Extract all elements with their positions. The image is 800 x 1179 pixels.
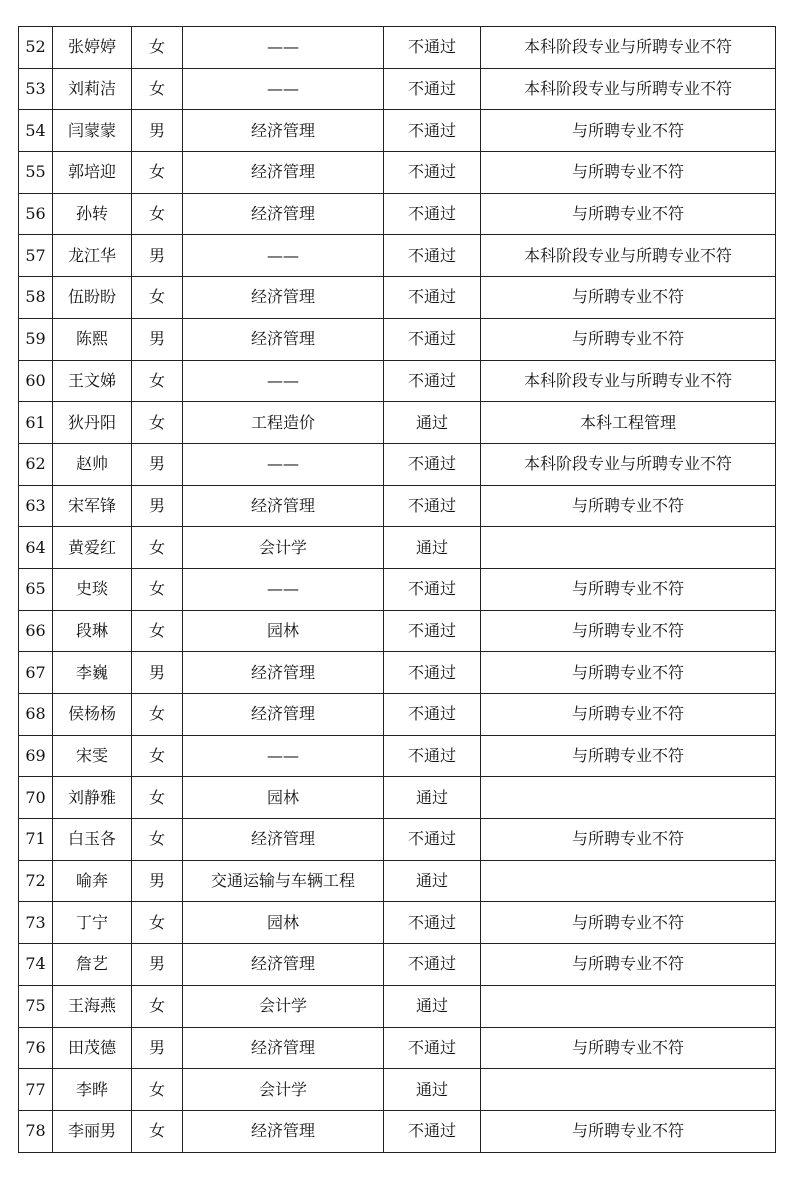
gender-cell: 女 bbox=[132, 27, 183, 69]
candidate-name-cell: 白玉各 bbox=[53, 819, 132, 861]
candidate-name-cell: 詹艺 bbox=[53, 944, 132, 986]
candidate-name-cell: 赵帅 bbox=[53, 443, 132, 485]
review-result-cell: 通过 bbox=[384, 1069, 481, 1111]
table-row bbox=[19, 152, 776, 194]
row-number-cell: 55 bbox=[19, 152, 53, 194]
candidate-name-cell: 宋雯 bbox=[53, 735, 132, 777]
candidate-name-cell: 伍盼盼 bbox=[53, 277, 132, 319]
gender-cell: 男 bbox=[132, 485, 183, 527]
gender-cell: 男 bbox=[132, 944, 183, 986]
major-cell: 经济管理 bbox=[183, 652, 384, 694]
gender-cell: 女 bbox=[132, 985, 183, 1027]
gender-cell: 女 bbox=[132, 152, 183, 194]
review-result-cell: 通过 bbox=[384, 860, 481, 902]
gender-cell: 女 bbox=[132, 1069, 183, 1111]
row-number-cell: 73 bbox=[19, 902, 53, 944]
gender-cell: 男 bbox=[132, 443, 183, 485]
major-cell: —— bbox=[183, 360, 384, 402]
major-cell: —— bbox=[183, 735, 384, 777]
major-cell: 经济管理 bbox=[183, 694, 384, 736]
candidate-name-cell: 刘静雅 bbox=[53, 777, 132, 819]
candidate-name-cell: 丁宁 bbox=[53, 902, 132, 944]
remark-cell: 与所聘专业不符 bbox=[481, 152, 776, 194]
major-cell: 经济管理 bbox=[183, 277, 384, 319]
row-number-cell: 59 bbox=[19, 318, 53, 360]
table-row bbox=[19, 1027, 776, 1069]
candidate-name-cell: 侯杨杨 bbox=[53, 694, 132, 736]
gender-cell: 女 bbox=[132, 819, 183, 861]
review-result-cell: 通过 bbox=[384, 527, 481, 569]
row-number-cell: 68 bbox=[19, 694, 53, 736]
major-cell: 园林 bbox=[183, 777, 384, 819]
table-row bbox=[19, 277, 776, 319]
table-row bbox=[19, 235, 776, 277]
remark-cell: 与所聘专业不符 bbox=[481, 318, 776, 360]
candidate-name-cell: 王海燕 bbox=[53, 985, 132, 1027]
table-row bbox=[19, 652, 776, 694]
row-number-cell: 56 bbox=[19, 193, 53, 235]
review-result-cell: 不通过 bbox=[384, 277, 481, 319]
candidate-name-cell: 李巍 bbox=[53, 652, 132, 694]
major-cell: —— bbox=[183, 443, 384, 485]
gender-cell: 男 bbox=[132, 318, 183, 360]
candidate-name-cell: 史琰 bbox=[53, 568, 132, 610]
review-result-cell: 不通过 bbox=[384, 360, 481, 402]
candidate-name-cell: 陈熙 bbox=[53, 318, 132, 360]
review-result-cell: 不通过 bbox=[384, 652, 481, 694]
table-row bbox=[19, 27, 776, 69]
row-number-cell: 67 bbox=[19, 652, 53, 694]
gender-cell: 女 bbox=[132, 193, 183, 235]
candidate-name-cell: 黄爱红 bbox=[53, 527, 132, 569]
candidate-name-cell: 孙转 bbox=[53, 193, 132, 235]
row-number-cell: 77 bbox=[19, 1069, 53, 1111]
remark-cell: 与所聘专业不符 bbox=[481, 1027, 776, 1069]
remark-cell: 本科阶段专业与所聘专业不符 bbox=[481, 443, 776, 485]
row-number-cell: 53 bbox=[19, 68, 53, 110]
table-row bbox=[19, 902, 776, 944]
major-cell: 经济管理 bbox=[183, 944, 384, 986]
row-number-cell: 71 bbox=[19, 819, 53, 861]
table-row bbox=[19, 527, 776, 569]
major-cell: 经济管理 bbox=[183, 485, 384, 527]
candidate-name-cell: 王文娣 bbox=[53, 360, 132, 402]
remark-cell: 与所聘专业不符 bbox=[481, 568, 776, 610]
table-row bbox=[19, 193, 776, 235]
review-result-cell: 不通过 bbox=[384, 568, 481, 610]
row-number-cell: 64 bbox=[19, 527, 53, 569]
remark-cell: 本科阶段专业与所聘专业不符 bbox=[481, 235, 776, 277]
major-cell: 交通运输与车辆工程 bbox=[183, 860, 384, 902]
remark-cell: 与所聘专业不符 bbox=[481, 610, 776, 652]
gender-cell: 女 bbox=[132, 527, 183, 569]
major-cell: 会计学 bbox=[183, 1069, 384, 1111]
table-row bbox=[19, 735, 776, 777]
major-cell: 会计学 bbox=[183, 985, 384, 1027]
remark-cell: 本科阶段专业与所聘专业不符 bbox=[481, 360, 776, 402]
major-cell: 园林 bbox=[183, 610, 384, 652]
candidate-name-cell: 张婷婷 bbox=[53, 27, 132, 69]
gender-cell: 女 bbox=[132, 68, 183, 110]
row-number-cell: 70 bbox=[19, 777, 53, 819]
gender-cell: 男 bbox=[132, 235, 183, 277]
gender-cell: 女 bbox=[132, 610, 183, 652]
major-cell: 经济管理 bbox=[183, 1027, 384, 1069]
candidate-name-cell: 闫蒙蒙 bbox=[53, 110, 132, 152]
gender-cell: 男 bbox=[132, 652, 183, 694]
row-number-cell: 63 bbox=[19, 485, 53, 527]
major-cell: 经济管理 bbox=[183, 193, 384, 235]
remark-cell: 本科阶段专业与所聘专业不符 bbox=[481, 27, 776, 69]
review-result-cell: 通过 bbox=[384, 402, 481, 444]
review-result-cell: 通过 bbox=[384, 985, 481, 1027]
row-number-cell: 76 bbox=[19, 1027, 53, 1069]
review-result-cell: 不通过 bbox=[384, 944, 481, 986]
candidate-name-cell: 宋军锋 bbox=[53, 485, 132, 527]
table-row bbox=[19, 485, 776, 527]
gender-cell: 女 bbox=[132, 694, 183, 736]
gender-cell: 男 bbox=[132, 1027, 183, 1069]
row-number-cell: 78 bbox=[19, 1110, 53, 1152]
gender-cell: 女 bbox=[132, 360, 183, 402]
table-row bbox=[19, 443, 776, 485]
major-cell: —— bbox=[183, 68, 384, 110]
major-cell: 经济管理 bbox=[183, 110, 384, 152]
table-row bbox=[19, 694, 776, 736]
review-result-cell: 不通过 bbox=[384, 819, 481, 861]
table-row bbox=[19, 944, 776, 986]
candidate-name-cell: 狄丹阳 bbox=[53, 402, 132, 444]
table-row bbox=[19, 318, 776, 360]
row-number-cell: 69 bbox=[19, 735, 53, 777]
remark-cell bbox=[481, 985, 776, 1027]
review-result-cell: 不通过 bbox=[384, 152, 481, 194]
review-result-cell: 通过 bbox=[384, 777, 481, 819]
gender-cell: 女 bbox=[132, 277, 183, 319]
remark-cell: 与所聘专业不符 bbox=[481, 193, 776, 235]
remark-cell bbox=[481, 860, 776, 902]
candidate-table-body bbox=[19, 27, 776, 1153]
major-cell: 经济管理 bbox=[183, 152, 384, 194]
table-row bbox=[19, 985, 776, 1027]
row-number-cell: 65 bbox=[19, 568, 53, 610]
table-row bbox=[19, 110, 776, 152]
candidate-name-cell: 田茂德 bbox=[53, 1027, 132, 1069]
review-result-cell: 不通过 bbox=[384, 694, 481, 736]
row-number-cell: 74 bbox=[19, 944, 53, 986]
remark-cell: 本科阶段专业与所聘专业不符 bbox=[481, 68, 776, 110]
review-result-cell: 不通过 bbox=[384, 485, 481, 527]
gender-cell: 女 bbox=[132, 902, 183, 944]
candidate-table bbox=[18, 26, 776, 1153]
review-result-cell: 不通过 bbox=[384, 610, 481, 652]
review-result-cell: 不通过 bbox=[384, 27, 481, 69]
row-number-cell: 58 bbox=[19, 277, 53, 319]
gender-cell: 男 bbox=[132, 110, 183, 152]
remark-cell: 与所聘专业不符 bbox=[481, 110, 776, 152]
row-number-cell: 57 bbox=[19, 235, 53, 277]
remark-cell: 与所聘专业不符 bbox=[481, 1110, 776, 1152]
remark-cell: 与所聘专业不符 bbox=[481, 944, 776, 986]
review-result-cell: 不通过 bbox=[384, 235, 481, 277]
review-result-cell: 不通过 bbox=[384, 902, 481, 944]
candidate-name-cell: 段琳 bbox=[53, 610, 132, 652]
review-result-cell: 不通过 bbox=[384, 68, 481, 110]
candidate-name-cell: 李丽男 bbox=[53, 1110, 132, 1152]
major-cell: 工程造价 bbox=[183, 402, 384, 444]
table-row bbox=[19, 360, 776, 402]
gender-cell: 男 bbox=[132, 860, 183, 902]
table-row bbox=[19, 68, 776, 110]
remark-cell: 与所聘专业不符 bbox=[481, 652, 776, 694]
remark-cell: 本科工程管理 bbox=[481, 402, 776, 444]
gender-cell: 女 bbox=[132, 777, 183, 819]
table-row bbox=[19, 568, 776, 610]
table-row bbox=[19, 610, 776, 652]
row-number-cell: 52 bbox=[19, 27, 53, 69]
row-number-cell: 66 bbox=[19, 610, 53, 652]
table-row bbox=[19, 819, 776, 861]
remark-cell bbox=[481, 777, 776, 819]
candidate-name-cell: 刘莉洁 bbox=[53, 68, 132, 110]
candidate-name-cell: 喻奔 bbox=[53, 860, 132, 902]
table-row bbox=[19, 860, 776, 902]
review-result-cell: 不通过 bbox=[384, 443, 481, 485]
candidate-name-cell: 李晔 bbox=[53, 1069, 132, 1111]
table-row bbox=[19, 1110, 776, 1152]
row-number-cell: 75 bbox=[19, 985, 53, 1027]
row-number-cell: 72 bbox=[19, 860, 53, 902]
remark-cell: 与所聘专业不符 bbox=[481, 819, 776, 861]
remark-cell bbox=[481, 1069, 776, 1111]
major-cell: 经济管理 bbox=[183, 1110, 384, 1152]
major-cell: 会计学 bbox=[183, 527, 384, 569]
review-result-cell: 不通过 bbox=[384, 110, 481, 152]
remark-cell: 与所聘专业不符 bbox=[481, 902, 776, 944]
review-result-cell: 不通过 bbox=[384, 735, 481, 777]
gender-cell: 女 bbox=[132, 735, 183, 777]
review-result-cell: 不通过 bbox=[384, 1110, 481, 1152]
major-cell: 园林 bbox=[183, 902, 384, 944]
remark-cell: 与所聘专业不符 bbox=[481, 277, 776, 319]
gender-cell: 女 bbox=[132, 568, 183, 610]
review-result-cell: 不通过 bbox=[384, 1027, 481, 1069]
document-page bbox=[18, 26, 775, 1153]
table-row bbox=[19, 777, 776, 819]
major-cell: 经济管理 bbox=[183, 819, 384, 861]
table-row bbox=[19, 1069, 776, 1111]
remark-cell: 与所聘专业不符 bbox=[481, 735, 776, 777]
row-number-cell: 54 bbox=[19, 110, 53, 152]
gender-cell: 女 bbox=[132, 402, 183, 444]
row-number-cell: 60 bbox=[19, 360, 53, 402]
major-cell: —— bbox=[183, 235, 384, 277]
row-number-cell: 62 bbox=[19, 443, 53, 485]
remark-cell: 与所聘专业不符 bbox=[481, 485, 776, 527]
review-result-cell: 不通过 bbox=[384, 318, 481, 360]
remark-cell bbox=[481, 527, 776, 569]
major-cell: 经济管理 bbox=[183, 318, 384, 360]
remark-cell: 与所聘专业不符 bbox=[481, 694, 776, 736]
gender-cell: 女 bbox=[132, 1110, 183, 1152]
review-result-cell: 不通过 bbox=[384, 193, 481, 235]
major-cell: —— bbox=[183, 568, 384, 610]
table-row bbox=[19, 402, 776, 444]
major-cell: —— bbox=[183, 27, 384, 69]
candidate-name-cell: 郭培迎 bbox=[53, 152, 132, 194]
row-number-cell: 61 bbox=[19, 402, 53, 444]
candidate-name-cell: 龙江华 bbox=[53, 235, 132, 277]
